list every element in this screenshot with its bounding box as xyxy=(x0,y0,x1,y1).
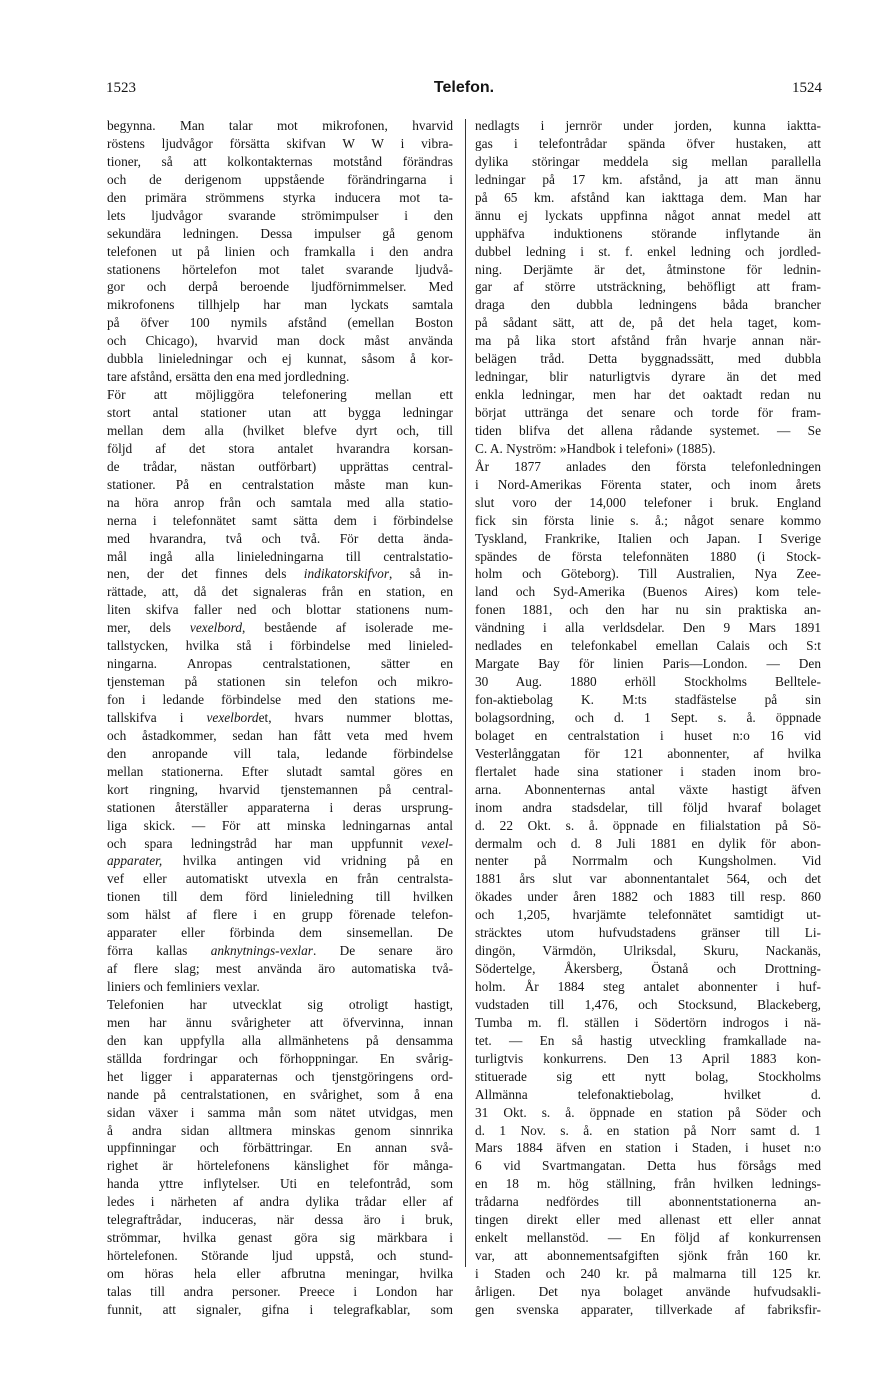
page-number-right: 1524 xyxy=(792,80,822,96)
text-line: och de derigenom uppstående förändringarna i xyxy=(107,171,453,187)
text-line: tjensteman på stationen sin telefon och mikro- xyxy=(107,674,453,690)
text-line: upphäfva induktionens störande inflytande än xyxy=(475,225,821,241)
text-line: spändes de första telefonnäten 1880 (i Stock- xyxy=(475,548,821,564)
text-line: fon i ledande förbindelse med den stations me- xyxy=(107,692,453,707)
text-line: hörtelefonen. Störande ljud uppstå, och stund- xyxy=(107,1248,453,1264)
text-line: C. A. Nyström: »Handbok i telefoni» (1885). xyxy=(475,440,716,456)
text-line: var, att abonnementsafgiften sjönk från 160 kr. xyxy=(475,1248,821,1264)
text-line: sidan växer i samma mån som nätet utvidgas, men xyxy=(107,1104,453,1120)
italic-term: vexel- xyxy=(421,835,453,851)
text-line: en 18 m. hög ställning, från hvilken lednings- xyxy=(475,1176,821,1192)
italic-term: anknytnings-vexlar xyxy=(210,943,313,959)
text-line: fonen 1881, och den har nu sin praktiska an- xyxy=(475,602,821,618)
text-line: och 1,205, hvarjämte telefonnätet samtidigt ut- xyxy=(475,907,821,923)
text-line: som hälst af flere i en grupp förenade telefon- xyxy=(107,907,453,923)
text-line: tallskifva i vexelbordet, hvars nummer blottas, xyxy=(107,709,453,725)
text-line: tiden blifva det allena rådande systemet. — Se xyxy=(475,422,821,438)
text-line: å andra sidan alltmera minskas genom sinnrika xyxy=(107,1122,453,1138)
text-line: enkla ledningar, men har det oaktadt redan nu xyxy=(475,387,821,403)
text-line: Telefonien har utvecklat sig otroligt hastigt, xyxy=(107,996,453,1012)
text-line: och åstadkommer, sedan han fått veta med hvem xyxy=(107,727,453,743)
text-line: ledningar på 17 km. afstånd, ja att man ännu xyxy=(475,171,821,187)
text-line: dingön, Värmdön, Ulriksdal, Skuru, Nackanäs, xyxy=(475,943,821,959)
text-line: gar af större utsträckning, behöfligt att fram- xyxy=(475,279,821,295)
text-line: tet. — En så hastig utveckling framkallade na- xyxy=(475,1032,821,1048)
text-line: följd af det stora antalet hvarandra korsan- xyxy=(107,440,453,456)
text-line: ma på lika stort afstånd från hvarje annan när- xyxy=(475,333,821,349)
text-line: börjat uttränga det senare och torde för fram- xyxy=(475,405,821,420)
text-line: sträcktes utom hufvudstadens gränser till Li- xyxy=(475,925,821,941)
text-line: nedlades en telefonkabel emellan Calais och S:t xyxy=(475,638,821,654)
text-line: af flere slag; mest använda äro automatiska två- xyxy=(107,961,453,977)
text-line: stationens hörtelefon mot talet svarande ljudvå- xyxy=(107,261,453,277)
text-line: handa yttre inflytelser. Uti en telefontråd, som xyxy=(107,1176,453,1192)
text-line: År 1877 anlades den första telefonledningen xyxy=(475,458,821,474)
text-line: på öfver 100 nymils afstånd (emellan Boston xyxy=(107,315,453,331)
text-line: telefonen ut på linien och framkalla i den andra xyxy=(107,243,453,259)
text-line: och Chicago), hvarvid man dock måst använda xyxy=(107,333,453,349)
text-line: 1881 års slut var abonnentantalet 564, och det xyxy=(475,871,821,887)
italic-term: indikatorskifvor xyxy=(303,566,390,582)
text-line: liniers och femliniers vexlar. xyxy=(107,979,260,994)
italic-term: vexelbord xyxy=(189,620,243,636)
text-line: apparater, hvilka antingen vid vridning på en xyxy=(107,853,453,869)
text-line: Tyskland, Frankrike, Italien och Japan. I Sverige xyxy=(475,530,821,546)
text-line: gen svenska apparater, tillverkade af fabriksfir- xyxy=(475,1301,821,1317)
text-line: och spara ledningstråd har man uppfunnit vexel- xyxy=(107,835,453,851)
column-divider xyxy=(465,119,466,1267)
italic-term: apparater, xyxy=(107,853,163,869)
text-line: sekundära ledningen. Dessa impulser gå genom xyxy=(107,225,453,241)
text-line: vef eller automatiskt utvexla en från centralsta- xyxy=(107,871,453,887)
text-line: Margate Bay för linien Paris—London. — Den xyxy=(475,656,821,672)
page-title: Telefon. xyxy=(433,79,495,96)
text-line: draga den dubbla ledningens båda brancher xyxy=(475,297,821,313)
text-line: holm. År 1884 steg antalet abonnenter i huf- xyxy=(475,979,821,994)
text-line: 31 Okt. s. å. öppnade en station på Söder och xyxy=(475,1104,821,1120)
text-line: nedlagts i jernrör under jorden, kunna iaktta- xyxy=(475,118,821,133)
text-line: na höra anrop från och samtala med alla statio- xyxy=(107,494,453,510)
text-line: mellan dem alla (hvilket blefve dyrt och, till xyxy=(107,422,453,438)
text-line: holm och Göteborg). Till Australien, Nya Zee- xyxy=(475,566,821,582)
text-line: begynna. Man talar mot mikrofonen, hvarvid xyxy=(107,118,453,133)
text-line: men har ännu svårigheter att öfvervinna, innan xyxy=(107,1014,453,1030)
text-line: d. 1 Nov. s. å. en station på Norr samt d. 1 xyxy=(475,1122,821,1138)
text-line: ännu ej lyckats uppfinna något annat medel att xyxy=(475,207,821,223)
text-line: gor och derpå beroende ljudförnimmelser. Med xyxy=(107,279,453,295)
text-line: trådarna nedfördes till abonnentstationerna an- xyxy=(475,1194,821,1210)
text-line: righet är hörtelefonens känslighet för många- xyxy=(107,1158,453,1174)
text-line: Vesterlånggatan för 121 abonnenter, af hvilka xyxy=(475,745,821,761)
text-line: ningarna. Anropas centralstationen, sätter en xyxy=(107,656,453,672)
text-line: dubbla linieledningar och ej kunnat, såsom å kor- xyxy=(107,351,453,367)
left-column xyxy=(107,117,453,1319)
text-line: uppfinningar och förbättringar. En annan svå- xyxy=(107,1140,453,1156)
text-line: stituerade sig ett nytt bolag, Stockholms xyxy=(475,1068,821,1084)
page-header xyxy=(106,80,822,102)
text-line: ställda fordringar och förhoppningar. En svårig- xyxy=(107,1050,453,1066)
text-line: ning. Derjämte är det, åtminstone för lednin- xyxy=(475,261,821,277)
text-line: kort ringning, hvarvid tjenstemannen på central- xyxy=(107,781,453,797)
text-line: med hvarandra, två och två. För detta ända- xyxy=(107,530,453,546)
text-line: den kan uppfylla alla allmänhetens på densamma xyxy=(107,1032,453,1048)
text-line: mer, dels vexelbord, bestående af isolerade me- xyxy=(107,620,453,636)
text-line: d. 22 Okt. s. å. öppnade en filialstation på Sö- xyxy=(475,817,821,833)
text-line: gas i telefontrådar spända öfver hustaken, att xyxy=(475,135,821,151)
right-column xyxy=(475,117,821,1319)
text-line: dermalm och d. 8 Juli 1881 en dylik för abon- xyxy=(475,835,821,851)
text-line: turligtvis konkurrens. Den 13 April 1883 kon- xyxy=(475,1050,821,1066)
text-line: tallstycken, hvilka stå i förbindelse med linieled- xyxy=(107,638,453,654)
text-line: För att möjliggöra telefonering mellan ett xyxy=(107,387,453,403)
text-line: tionen till dem förd linieledning till hvilken xyxy=(107,889,453,905)
text-line: stationen återställer apparaterna i deras ursprung- xyxy=(107,799,453,815)
text-line: Allmänna telefonaktiebolag, hvilket d. xyxy=(475,1086,821,1102)
text-line: 30 Aug. 1880 erhöll Stockholms Belltele- xyxy=(475,674,821,690)
text-line: inom andra stadsdelar, till följd hvaraf bolaget xyxy=(475,799,821,815)
text-line: Tumba m. fl. ställen i Södertörn indrogos i nä- xyxy=(475,1014,821,1030)
text-line: liten skifva faller ned och blottar stationens num- xyxy=(107,602,453,618)
text-line: stationer. På en centralstation måste man kun- xyxy=(107,476,453,492)
text-line: liga skick. — För att minska ledningarnas antal xyxy=(107,817,453,833)
text-line: lets ljudvågor svarande strömimpulser i den xyxy=(107,207,453,223)
text-line: stort antal stationer utan att bygga ledningar xyxy=(107,405,453,420)
text-line: slut voro der 14,000 telefoner i bruk. England xyxy=(475,494,821,510)
text-line: enkelt mellanstöd. — En följd af konkurrensen xyxy=(475,1230,821,1246)
text-line: nande på centralstationen, en svårighet, som å ena xyxy=(107,1086,453,1102)
text-line: nerna i telefonnätet samt sätta dem i förbindelse xyxy=(107,512,453,528)
text-line: ledningar, blir naturligtvis dyrare än det med xyxy=(475,369,821,385)
text-line: den anropande vill tala, ledande förbindelse xyxy=(107,745,453,761)
text-line: tingen direkt eller med allenast ett eller annat xyxy=(475,1212,821,1228)
text-line: rättade, att, då det signaleras från en station, en xyxy=(107,584,453,600)
text-line: tioner, så att kolkontakternas motstånd förändras xyxy=(107,153,453,169)
text-line: den primära strömmens styrka inducera mot ta- xyxy=(107,189,453,205)
text-line: bolagsordning, och d. 1 Sept. s. å. öppnade xyxy=(475,709,821,725)
text-line: ökades under åren 1882 och 1883 till resp. 860 xyxy=(475,889,821,905)
text-line: talas till andra personer. Preece i London har xyxy=(107,1283,453,1299)
text-line: funnit, att signaler, gifna i telegrafkablar, som xyxy=(107,1301,453,1317)
text-line: på sådant sätt, att de, på det hela taget, kom- xyxy=(475,315,821,331)
text-line: dylika störingar meddela sig mellan parallella xyxy=(475,153,821,169)
text-line: fick sin första linie s. å.; något senare kommo xyxy=(475,512,821,528)
text-line: apparater eller förbinda dem sinsemellan. De xyxy=(107,925,453,941)
text-line: röstens ljudvågor försätta skifvan W W i vibra- xyxy=(107,135,453,151)
text-line: om höras hela eller afbrutna meningar, hvilka xyxy=(107,1266,453,1281)
text-line: på 65 km. afstånd kan iakttaga dem. Man har xyxy=(475,189,821,205)
text-line: Mars 1884 äfven en station i Staden, i huset n:o xyxy=(475,1140,821,1156)
text-line: i Staden och 240 kr. på malmarna till 125 kr. xyxy=(475,1266,821,1281)
text-line: nen, der det finnes dels indikatorskifvor, så in- xyxy=(107,566,453,582)
text-line: strömmar, hvilka genast göra sig märkbara i xyxy=(107,1230,453,1246)
text-line: arna. Abonnenternas antal växte hastigt äfven xyxy=(475,781,821,797)
text-line: i Nord-Amerikas Förenta stater, och inom årets xyxy=(475,476,821,492)
text-line: årligen. Det nya bolaget använde hufvudsakli- xyxy=(475,1283,821,1299)
text-line: förra kallas anknytnings-vexlar. De senare äro xyxy=(107,943,453,959)
text-line: tare afstånd, ersätta den ena med jordledning. xyxy=(107,369,350,385)
text-line: mikrofonens tillhjelp har man lyckats samtala xyxy=(107,297,453,313)
text-line: 6 vid Svartmangatan. Detta hus försågs med xyxy=(475,1158,821,1174)
text-line: Södertelge, Åkersberg, Östanå och Drottning- xyxy=(475,961,821,977)
text-line: land och Syd-Amerika (Buenos Aires) kom tele- xyxy=(475,584,821,600)
text-line: de trådar, nästan outförbart) upprättas central- xyxy=(107,458,453,474)
text-line: bolaget en centralstation i huset n:o 16 vid xyxy=(475,727,821,743)
text-line: flertalet hade sina stationer i staden inom bro- xyxy=(475,763,821,779)
text-line: fon-aktiebolag K. M:ts stadfästelse på sin xyxy=(475,692,821,707)
italic-term: vexelbord xyxy=(206,709,259,725)
text-line: vändning i alla verldsdelar. Den 9 Mars 1891 xyxy=(475,620,821,636)
text-line: mellan stationerna. Efter slutadt samtal göres en xyxy=(107,763,453,779)
text-line: dubbel ledning i st. f. enkel ledning och jordled- xyxy=(475,243,821,259)
text-line: ledes i närheten af andra dylika trådar eller af xyxy=(107,1194,453,1210)
text-line: vudstaden till 1,476, och Stocksund, Blackeberg, xyxy=(475,996,821,1012)
text-line: het ligger i apparaternas och tjenstgöringens ord- xyxy=(107,1068,453,1084)
text-line: belägen tråd. Detta byggnadssätt, med dubbla xyxy=(475,351,821,367)
text-line: nenter på Norrmalm och Kungsholmen. Vid xyxy=(475,853,821,869)
text-line: mål ingå alla linieledningarna till centralstatio- xyxy=(107,548,453,564)
page-number-left: 1523 xyxy=(106,80,136,96)
text-line: telegraftrådar, induceras, när dessa äro i bruk, xyxy=(107,1212,453,1228)
